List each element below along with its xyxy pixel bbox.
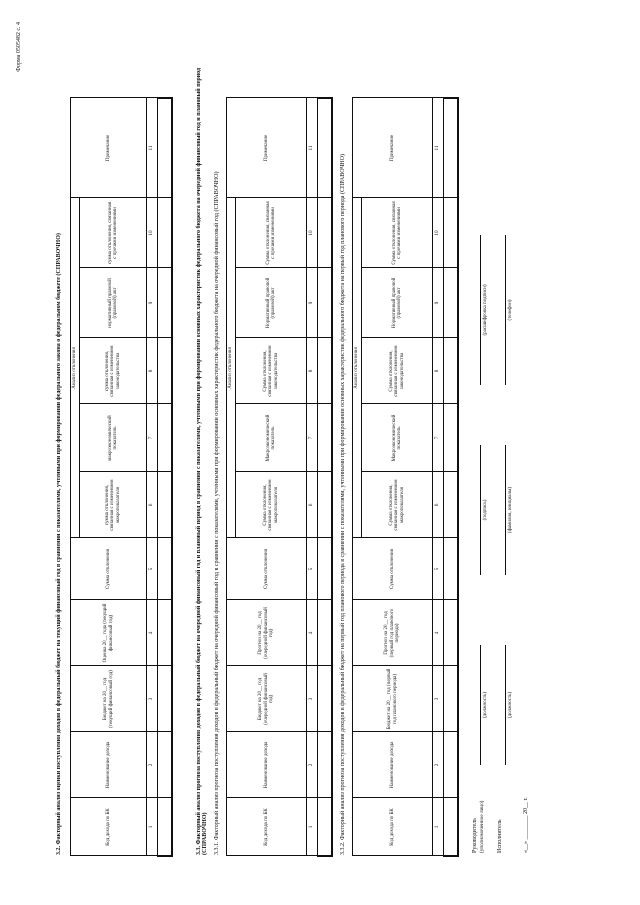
table-cell[interactable] — [444, 732, 459, 798]
column-number: 6 — [147, 472, 158, 538]
head-label: Руководитель — [472, 818, 478, 853]
table-cell[interactable] — [444, 198, 459, 268]
analysis-column-header: сумма отклонения, связанная с изменением законодательства — [80, 338, 147, 404]
executor-name-line — [505, 445, 506, 575]
column-number: 5 — [147, 538, 158, 600]
executor-phone-caption: (телефон) — [508, 299, 513, 321]
table-cell[interactable] — [318, 538, 333, 600]
head-signature-line — [480, 445, 481, 575]
analysis-column-header: Макроэкономический показатель — [362, 404, 433, 472]
executor-position-line — [505, 645, 506, 765]
column-number: 1 — [433, 798, 444, 856]
table-cell[interactable] — [318, 666, 333, 732]
column-number: 4 — [307, 600, 318, 666]
column-header: Наименование дохода — [353, 732, 433, 798]
analysis-column-header: Сумма отклонения, связанная с изменением макропоказателя — [362, 472, 433, 538]
column-header: Сумма отклонения — [227, 538, 307, 600]
table-row — [444, 98, 459, 856]
analysis-column-header: Сумма отклонения, связанная с прочими изменениями — [236, 198, 307, 268]
analysis-column-header: Сумма отклонения, связанная с изменением законодательства — [362, 338, 433, 404]
column-number: 9 — [307, 268, 318, 338]
header-row — [71, 98, 80, 856]
column-header: Код дохода по БК — [227, 798, 307, 856]
table-cell[interactable] — [444, 600, 459, 666]
table-cell[interactable] — [158, 338, 173, 404]
column-number: 2 — [307, 732, 318, 798]
executor-label: Исполнитель — [497, 819, 503, 853]
column-number-row — [433, 98, 444, 856]
column-header: Бюджет на 20__ год (текущий финансовый год) — [71, 666, 147, 732]
column-number-row — [147, 98, 158, 856]
column-number: 5 — [433, 538, 444, 600]
form-code: Форма 0505482 с. 4 — [16, 22, 22, 72]
table-cell[interactable] — [158, 404, 173, 472]
head-position-line — [480, 645, 481, 765]
column-number: 1 — [147, 798, 158, 856]
analysis-column-header: сумма отклонения, связанная с прочими изменениями — [80, 198, 147, 268]
column-header: Наименование дохода — [71, 732, 147, 798]
analysis-column-header: Нормативный правовой (правовой) акт — [236, 268, 307, 338]
column-number: 10 — [307, 198, 318, 268]
analysis-group-header: Анализ отклонения — [71, 198, 80, 538]
table-cell[interactable] — [318, 404, 333, 472]
table-cell[interactable] — [444, 98, 459, 198]
table-cell[interactable] — [158, 472, 173, 538]
column-header: Код дохода по БК — [353, 798, 433, 856]
column-header: Прогноз на 20__ год (первый год планового периода) — [353, 600, 433, 666]
head-signature-caption: (подпись) — [483, 499, 488, 521]
column-number: 2 — [147, 732, 158, 798]
column-number: 7 — [307, 404, 318, 472]
executor-name-caption: (фамилия, инициалы) — [508, 486, 513, 534]
table-cell[interactable] — [158, 798, 173, 856]
head-decoding-caption: (расшифровка подписи) — [483, 284, 488, 336]
header-row — [227, 98, 236, 856]
table-cell[interactable] — [444, 538, 459, 600]
table-cell[interactable] — [158, 98, 173, 198]
column-number: 7 — [433, 404, 444, 472]
table-cell[interactable] — [318, 98, 333, 198]
analysis-group-header: Анализ отклонения — [353, 198, 362, 538]
table-cell[interactable] — [318, 600, 333, 666]
column-header: Сумма отклонения — [71, 538, 147, 600]
column-header: Сумма отклонения — [353, 538, 433, 600]
section-3-3-title: 3.3. Факторный анализ прогноза поступления доходов в федеральный бюджет на очередной финансовый год и плановый период в сравнении с показателями, учтенными при формировании основных характеристик федерального бюджета на очередной финансовый год и плановый период (СПРАВОЧНО) — [196, 67, 209, 855]
table-cell[interactable] — [158, 732, 173, 798]
column-header: Наименование дохода — [227, 732, 307, 798]
table-cell[interactable] — [444, 666, 459, 732]
column-number: 8 — [433, 338, 444, 404]
table-row — [158, 98, 173, 856]
column-number: 8 — [147, 338, 158, 404]
executor-position-caption: (должность) — [508, 691, 513, 719]
table-cell[interactable] — [318, 472, 333, 538]
table-cell[interactable] — [444, 798, 459, 856]
column-number: 11 — [147, 98, 158, 198]
analysis-column-header: Макроэкономический показатель — [236, 404, 307, 472]
column-header: Код дохода по БК — [71, 798, 147, 856]
executor-phone-line — [505, 235, 506, 385]
section-3-3-1-subtitle: 3.3.1. Факторный анализ прогноза поступления доходов в федеральный бюджет на очередной финансовый год в сравнении с показателями, учтенными при формировании основных характеристик федерального бюджета на очередной финансовый год (СПРАВОЧНО) — [214, 171, 220, 855]
factor-table — [70, 97, 173, 857]
table-cell[interactable] — [158, 600, 173, 666]
column-number: 4 — [433, 600, 444, 666]
head-position-caption: (должность) — [483, 691, 488, 719]
table-cell[interactable] — [318, 268, 333, 338]
analysis-column-header: Сумма отклонения, связанная с изменением законодательства — [236, 338, 307, 404]
column-number: 3 — [147, 666, 158, 732]
column-header: Оценка 20__ года (текущий финансовый год) — [71, 600, 147, 666]
table-row — [318, 98, 333, 856]
head-decoding-line — [480, 235, 481, 385]
section-3-2-title: 3.2. Факторный анализ оценки поступления доходов в федеральный бюджет на текущий финансовый год в сравнении с показателями, учтенными при формировании федерального закона о федеральном бюджете (СПРАВОЧНО) — [56, 233, 62, 855]
analysis-column-header: нормативный правовой (правовой) акт — [80, 268, 147, 338]
column-number: 5 — [307, 538, 318, 600]
analysis-column-header: Нормативный правовой (правовой) акт — [362, 268, 433, 338]
note-column-header: Примечание — [71, 98, 147, 198]
table-cell[interactable] — [158, 538, 173, 600]
column-header: Прогноз на 20__ год (очередной финансовый год) — [227, 600, 307, 666]
column-number: 4 — [147, 600, 158, 666]
column-number: 2 — [433, 732, 444, 798]
column-number: 11 — [433, 98, 444, 198]
header-row — [353, 98, 362, 856]
analysis-column-header: макроэкономический показатель — [80, 404, 147, 472]
column-header: Бюджет на 20__ год (первый год планового периода) — [353, 666, 433, 732]
table-cell[interactable] — [444, 472, 459, 538]
column-number: 9 — [433, 268, 444, 338]
table-cell[interactable] — [158, 268, 173, 338]
note-column-header: Примечание — [353, 98, 433, 198]
table-cell[interactable] — [318, 198, 333, 268]
column-header: Бюджет на 20__ год (очередной финансовый год) — [227, 666, 307, 732]
head-sub-label: (уполномоченное лицо) — [479, 800, 485, 853]
column-number: 11 — [307, 98, 318, 198]
table-cell[interactable] — [318, 732, 333, 798]
factor-table — [226, 97, 333, 857]
column-number: 3 — [307, 666, 318, 732]
table-cell[interactable] — [444, 268, 459, 338]
table-cell[interactable] — [158, 666, 173, 732]
table-cell[interactable] — [444, 404, 459, 472]
note-column-header: Примечание — [227, 98, 307, 198]
column-number: 1 — [307, 798, 318, 856]
column-number: 10 — [147, 198, 158, 268]
factor-table — [352, 97, 459, 857]
analysis-column-header: сумма отклонения, связанная с изменением макропоказателя — [80, 472, 147, 538]
analysis-group-header: Анализ отклонения — [227, 198, 236, 538]
column-number: 9 — [147, 268, 158, 338]
column-number: 10 — [433, 198, 444, 268]
column-number: 3 — [433, 666, 444, 732]
date-line: «__» ________ 20__ г. — [523, 797, 529, 853]
column-number: 6 — [433, 472, 444, 538]
section-3-3-2-subtitle: 3.3.2. Факторный анализ прогноза поступления доходов в федеральный бюджет на первый год планового периода в сравнении с показателями, учтенными при формировании основных характеристик федерального бюджета на первый год планового периода (СПРАВОЧНО) — [340, 154, 346, 855]
table-cell[interactable] — [318, 798, 333, 856]
column-number: 7 — [147, 404, 158, 472]
column-number: 8 — [307, 338, 318, 404]
analysis-column-header: Сумма отклонения, связанная с изменением макропоказателя — [236, 472, 307, 538]
column-number-row — [307, 98, 318, 856]
table-cell[interactable] — [318, 338, 333, 404]
column-number: 6 — [307, 472, 318, 538]
table-cell[interactable] — [158, 198, 173, 268]
table-cell[interactable] — [444, 338, 459, 404]
analysis-column-header: Сумма отклонения, связанная с прочими изменениями — [362, 198, 433, 268]
